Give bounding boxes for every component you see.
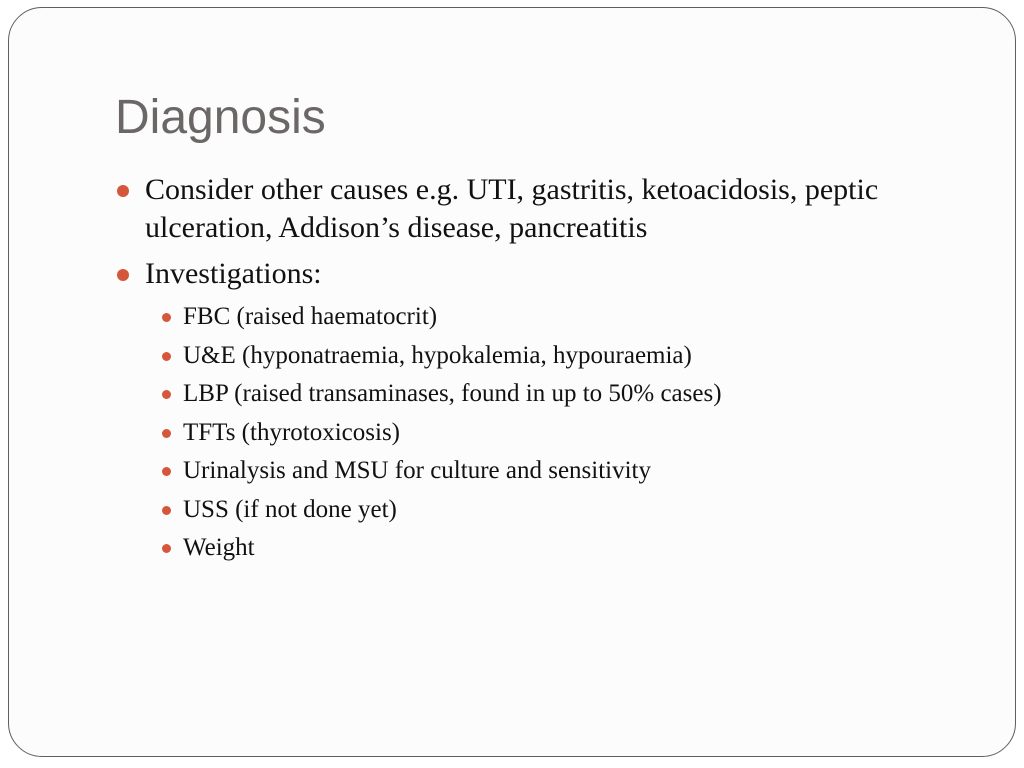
sub-bullet-dot-icon xyxy=(162,467,171,476)
investigations-sublist xyxy=(159,301,973,564)
bullet-item-other-causes xyxy=(113,171,973,247)
bullet-text: Investigations: xyxy=(145,257,322,290)
slide-content xyxy=(113,171,973,571)
sub-bullet-dot-icon xyxy=(162,313,171,322)
sub-bullet-item xyxy=(159,301,973,333)
sub-bullet-text: USS (if not done yet) xyxy=(183,495,397,523)
bullet-text: Consider other causes e.g. UTI, gastritis, ketoacidosis, peptic ulceration, Addison’s disease, pancreatitis xyxy=(145,173,879,244)
sub-bullet-dot-icon xyxy=(162,429,171,438)
sub-bullet-dot-icon xyxy=(162,352,171,361)
sub-bullet-dot-icon xyxy=(162,390,171,399)
slide-title: Diagnosis xyxy=(115,91,326,144)
sub-bullet-text: Urinalysis and MSU for culture and sensitivity xyxy=(183,457,651,484)
slide-frame xyxy=(8,7,1016,757)
sub-bullet-text: TFTs (thyrotoxicosis) xyxy=(183,418,400,446)
sub-bullet-dot-icon xyxy=(162,506,171,515)
sub-bullet-item xyxy=(159,455,973,487)
sub-bullet-text: LBP (raised transaminases, found in up to 50% cases) xyxy=(183,380,722,407)
sub-bullet-item xyxy=(159,417,973,449)
bullet-dot-icon xyxy=(117,269,129,281)
bullet-item-investigations xyxy=(113,255,973,293)
sub-bullet-item xyxy=(159,340,973,372)
sub-bullet-text: Weight xyxy=(183,534,255,561)
sub-bullet-item xyxy=(159,378,973,410)
sub-bullet-text: U&E (hyponatraemia, hypokalemia, hypouraemia) xyxy=(183,341,692,369)
sub-bullet-text: FBC (raised haematocrit) xyxy=(183,303,438,330)
sub-bullet-dot-icon xyxy=(162,544,171,553)
sub-bullet-item xyxy=(159,494,973,526)
sub-bullet-item xyxy=(159,532,973,564)
bullet-dot-icon xyxy=(117,185,129,197)
